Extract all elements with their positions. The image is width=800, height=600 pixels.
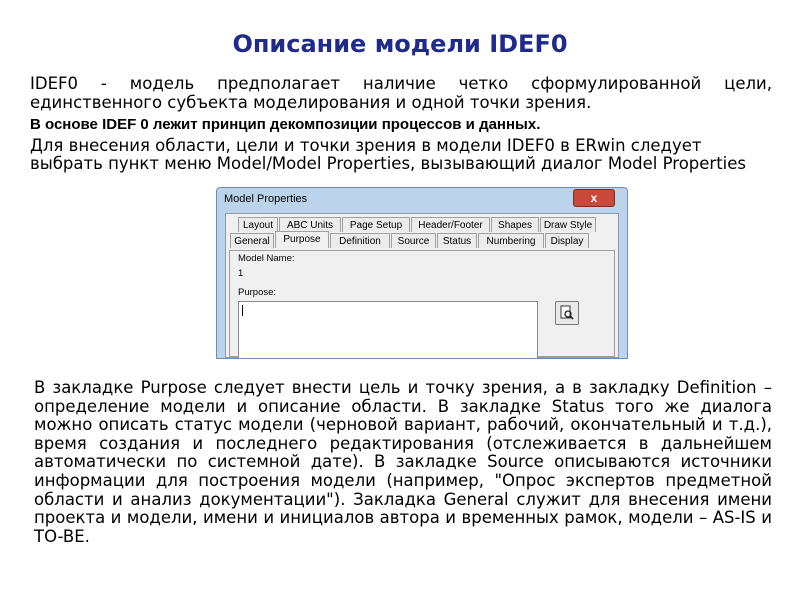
dialog-body xyxy=(225,213,619,358)
tabs-description-paragraph: В закладке Purpose следует внести цель и точку зрения, а в закладку Definition – определение модели и описание области. В закладке Status того же диалога можно описать статус модели (черновой вариант, рабочий, окончательный и т.д.), время создания и последнего редактирования (отслеживается в дальнейшем автоматически по системной дате). В закладке Source описываются источники информации для построения модели (например, "Опрос экспертов предметной области и анализ документации"). Закладка General служит для внесения имени проекта и модели, имени и инициалов автора и временных рамок, модели – AS-IS и TO-BE. xyxy=(34,378,772,546)
model-name-label: Model Name: xyxy=(238,253,295,264)
slide-title: Описание модели IDEF0 xyxy=(232,30,568,58)
model-properties-dialog xyxy=(216,187,628,359)
magnifier-document-icon xyxy=(559,305,575,321)
close-button[interactable]: x xyxy=(573,189,615,207)
tab-display[interactable]: Display xyxy=(545,233,589,248)
purpose-textarea[interactable] xyxy=(238,301,538,359)
tab-general[interactable]: General xyxy=(230,233,274,248)
tab-definition[interactable]: Definition xyxy=(330,233,390,248)
tab-status[interactable]: Status xyxy=(437,233,477,248)
tab-shapes[interactable]: Shapes xyxy=(491,217,539,232)
tab-header-footer[interactable]: Header/Footer xyxy=(411,217,490,232)
tab-page-setup[interactable]: Page Setup xyxy=(342,217,410,232)
tab-layout[interactable]: Layout xyxy=(238,217,278,232)
text-caret xyxy=(242,305,243,316)
tab-abc-units[interactable]: ABC Units xyxy=(279,217,341,232)
purpose-label: Purpose: xyxy=(238,287,277,298)
tabs-row-top xyxy=(238,217,597,232)
dialog-title: Model Properties xyxy=(224,193,308,205)
tab-draw-style[interactable]: Draw Style xyxy=(540,217,596,232)
tab-purpose[interactable]: Purpose xyxy=(275,231,329,248)
tab-numbering[interactable]: Numbering xyxy=(478,233,544,248)
tabs-row-bottom xyxy=(230,233,590,248)
erwin-instructions-paragraph: Для внесения области, цели и точки зрения в модели IDEF0 в ERwin следует выбрать пункт меню Model/Model Properties, вызывающий диалог Model Properties xyxy=(30,136,747,173)
model-name-value: 1 xyxy=(238,268,244,279)
intro-paragraph: IDEF0 - модель предполагает наличие четко сформулированной цели, единственного субъекта моделирования и одной точки зрения. xyxy=(30,74,772,112)
browse-text-button[interactable] xyxy=(555,301,579,325)
decomposition-statement: В основе IDEF 0 лежит принцип декомпозиции процессов и данных. xyxy=(30,116,541,133)
tab-source[interactable]: Source xyxy=(391,233,436,248)
purpose-tab-panel xyxy=(229,250,615,357)
